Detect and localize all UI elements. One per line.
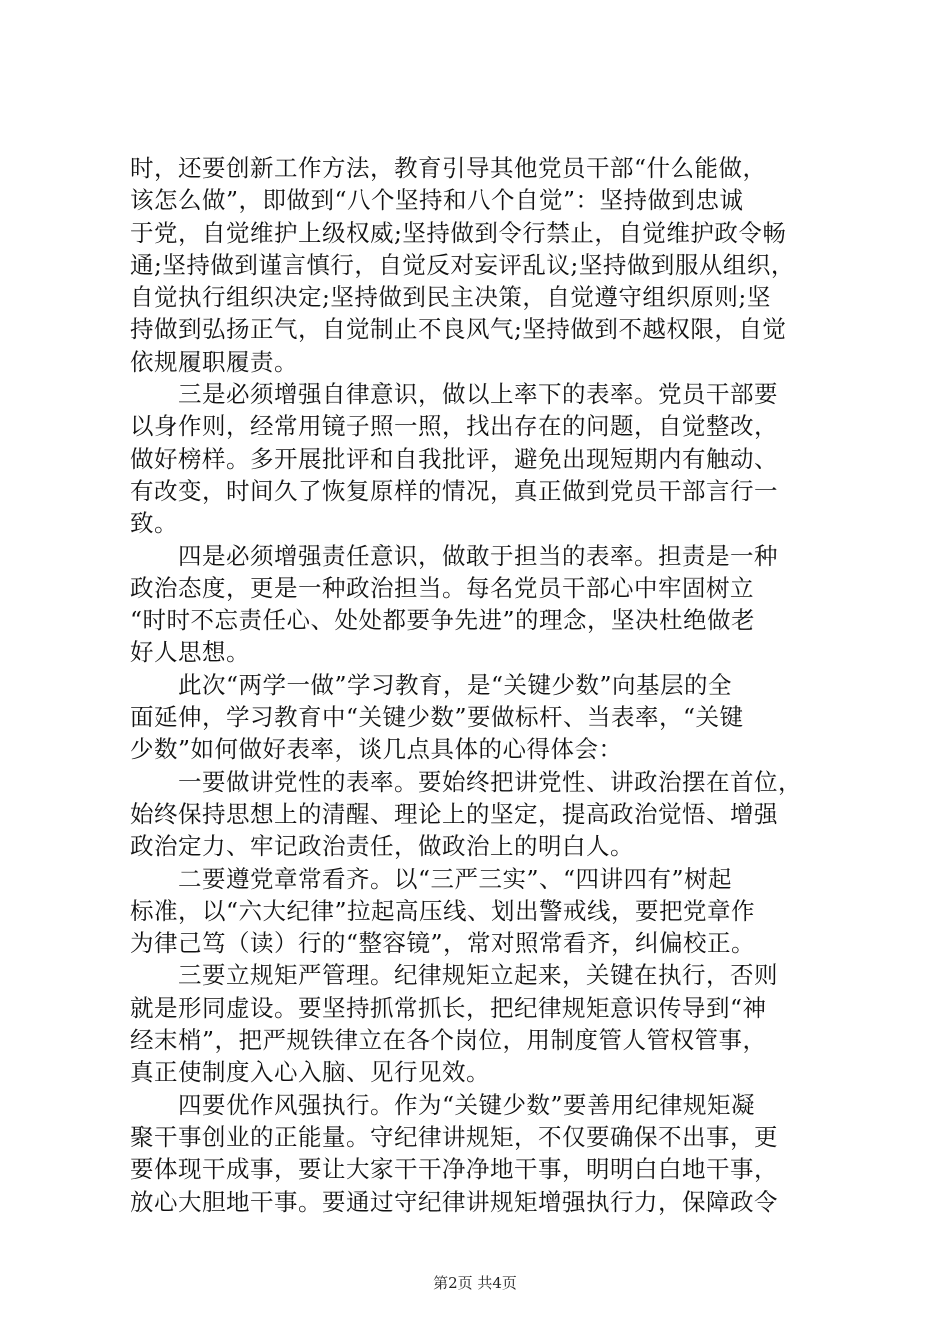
text-line: 少数”如何做好表率，谈几点具体的心得体会：	[130, 735, 623, 764]
text-line: 好人思想。	[130, 638, 250, 667]
text-line: 四是必须增强责任意识，做敢于担当的表率。担责是一种	[130, 541, 778, 570]
text-line: 做好榜样。多开展批评和自我批评，避免出现短期内有触动、	[130, 444, 778, 473]
text-line: 以身作则，经常用镜子照一照，找出存在的问题，自觉整改，	[130, 412, 778, 441]
text-line: 政治定力、牢记政治责任，做政治上的明白人。	[130, 832, 634, 861]
text-line: 四要优作风强执行。作为“关键少数”要善用纪律规矩凝	[130, 1090, 756, 1119]
body-text	[130, 152, 830, 1218]
text-line: 三是必须增强自律意识，做以上率下的表率。党员干部要	[130, 380, 778, 409]
text-line: 为律己笃（读）行的“整容镜”，常对照常看齐，纠偏校正。	[130, 929, 756, 958]
text-line: 三要立规矩严管理。纪律规矩立起来，关键在执行，否则	[130, 961, 778, 990]
text-line: 放心大胆地干事。要通过守纪律讲规矩增强执行力，保障政令	[130, 1187, 778, 1216]
text-line: 致。	[130, 509, 178, 538]
text-line: 面延伸，学习教育中“关键少数”要做标杆、当表率，“关键	[130, 703, 744, 732]
text-line: 要体现干成事，要让大家干干净净地干事，明明白白地干事，	[130, 1155, 778, 1184]
text-line: 依规履职履责。	[130, 347, 298, 376]
text-line: 通;坚持做到谨言慎行，自觉反对妄评乱议;坚持做到服从组织，	[130, 250, 795, 279]
text-line: 持做到弘扬正气，自觉制止不良风气;坚持做到不越权限，自觉	[130, 315, 787, 344]
page-footer: 第2页 共4页	[433, 1274, 517, 1292]
text-line: 聚干事创业的正能量。守纪律讲规矩，不仅要确保不出事，更	[130, 1122, 778, 1151]
text-line: 自觉执行组织决定;坚持做到民主决策，自觉遵守组织原则;坚	[130, 283, 771, 312]
text-line: 有改变，时间久了恢复原样的情况，真正做到党员干部言行一	[130, 476, 778, 505]
text-line: 时，还要创新工作方法，教育引导其他党员干部“什么能做，	[130, 154, 767, 182]
text-line: 一要做讲党性的表率。要始终把讲党性、讲政治摆在首位，	[130, 767, 802, 796]
text-line: 该怎么做”，即做到“八个坚持和八个自觉”：坚持做到忠诚	[130, 186, 744, 215]
text-line: 此次“两学一做”学习教育，是“关键少数”向基层的全	[130, 670, 733, 699]
text-line: 真正使制度入心入脑、见行见效。	[130, 1058, 490, 1087]
text-line: 于党，自觉维护上级权威;坚持做到令行禁止，自觉维护政令畅	[130, 218, 787, 247]
text-line: 二要遵党章常看齐。以“三严三实”、“四讲四有”树起	[130, 864, 733, 893]
text-line: 始终保持思想上的清醒、理论上的坚定，提高政治觉悟、增强	[130, 799, 778, 828]
text-line: 标准，以“六大纪律”拉起高压线、划出警戒线，要把党章作	[130, 896, 756, 925]
text-line: “时时不忘责任心、处处都要争先进”的理念，坚决杜绝做老	[130, 606, 756, 635]
text-line: 政治态度，更是一种政治担当。每名党员干部心中牢固树立	[130, 573, 754, 602]
text-line: 经末梢”，把严规铁律立在各个岗位，用制度管人管权管事，	[130, 1026, 767, 1055]
text-line: 就是形同虚设。要坚持抓常抓长，把纪律规矩意识传导到“神	[130, 993, 767, 1022]
